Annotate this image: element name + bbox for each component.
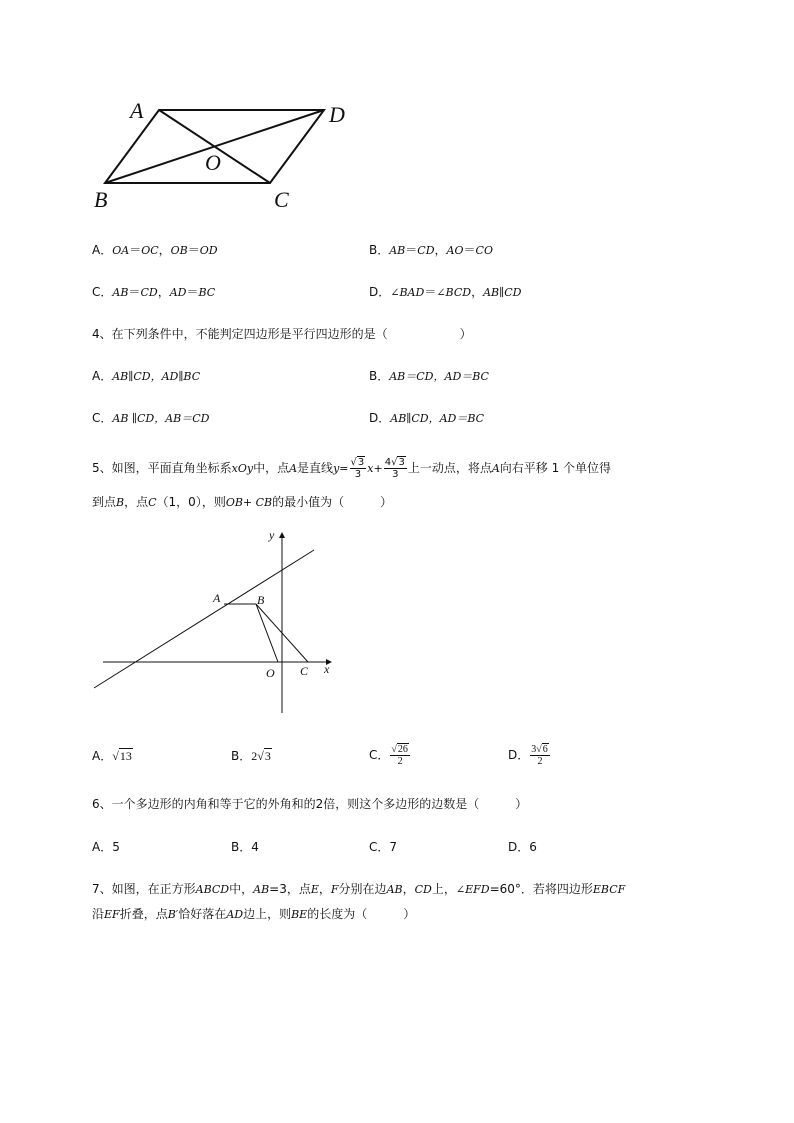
segment-label: AB: [389, 244, 406, 257]
shape-label: EBCF: [592, 883, 626, 896]
point-label: C: [148, 496, 157, 509]
equation-op: =: [339, 462, 349, 475]
segment-bo: [256, 604, 278, 662]
point-label: B: [116, 496, 125, 509]
q6-option-c[interactable]: C．7: [369, 840, 398, 854]
segment-label: AO: [446, 244, 464, 257]
q7-stem-line2: [92, 906, 415, 923]
stem-text: 中，: [229, 882, 254, 896]
denominator: 3: [354, 469, 362, 480]
parallel-statement: AB∥CD: [483, 286, 522, 299]
coefficient: 4: [384, 457, 392, 468]
stem-text: 沿: [92, 907, 105, 921]
point-label: E: [310, 883, 319, 896]
fig1-label-b: B: [94, 187, 108, 212]
fig2-label-x: x: [324, 662, 330, 676]
coefficient: 2: [251, 749, 258, 763]
fig2-label-a: A: [213, 591, 221, 605]
stem-text: 的最小值为（ ）: [272, 495, 393, 509]
stem-text: 上一动点，将点: [407, 461, 492, 475]
q5-option-a[interactable]: A．√13: [92, 749, 132, 763]
segment-label: AB: [386, 883, 403, 896]
option-text: AB∥CD，AD∥BC: [112, 370, 201, 383]
equals-sign: ＝: [128, 285, 141, 299]
angle-label: ∠BAD: [390, 286, 425, 299]
point-label: F: [330, 883, 339, 896]
equals-sign: ＝: [186, 285, 199, 299]
shape-label: ABCD: [195, 883, 230, 896]
stem-text: 7、如图，在正方形: [92, 882, 196, 896]
stem-text: 5、如图，平面直角坐标系: [92, 461, 232, 475]
expression: OB+ CB: [225, 496, 273, 509]
q4-option-d[interactable]: [369, 410, 484, 427]
denominator: 2: [537, 756, 543, 767]
q3-option-b[interactable]: [369, 242, 493, 259]
equals-sign: ＝: [129, 243, 142, 257]
segment-label: CD: [414, 883, 432, 896]
stem-text: ，: [318, 882, 331, 896]
stem-text: 的长度为（ ）: [307, 907, 416, 921]
segment-label: OC: [141, 244, 159, 257]
stem-text: =60°．若将四边形: [489, 882, 593, 896]
stem-text: 分别在边: [338, 882, 387, 896]
stem-text: 向右平移 1 个单位得: [499, 461, 612, 475]
equals-sign: ＝: [187, 243, 200, 257]
fig1-label-d: D: [329, 102, 345, 127]
stem-text: =3，点: [269, 882, 311, 896]
q4-option-c[interactable]: [92, 410, 210, 427]
q5-option-b[interactable]: B．2√3: [231, 749, 271, 763]
option-letter: C．: [92, 411, 113, 425]
coordinate-system: xOy: [231, 462, 254, 475]
denominator: 2: [397, 756, 403, 767]
separator: ，: [434, 243, 447, 257]
option-letter: C．: [369, 748, 390, 762]
segment-label: OA: [112, 244, 130, 257]
stem-text: 折叠，点: [119, 907, 168, 921]
option-letter: D．: [369, 411, 391, 425]
segment-label: CO: [475, 244, 493, 257]
stem-text: 到点: [92, 495, 117, 509]
fig1-label-a: A: [130, 98, 144, 123]
option-letter: B．: [369, 243, 390, 257]
q5-option-d[interactable]: [508, 740, 551, 770]
q3-option-c[interactable]: [92, 284, 215, 301]
point-label: B′: [167, 908, 179, 921]
separator: ，: [471, 285, 484, 299]
stem-text: ，点: [124, 495, 149, 509]
fraction-4sqrt3-over-3: $\frac{4√3}{3}$: [384, 457, 405, 480]
option-letter: D．: [369, 285, 391, 299]
q6-option-d[interactable]: D．6: [508, 840, 537, 854]
coefficient: 3: [531, 744, 537, 755]
point-label: A: [491, 462, 500, 475]
segment-label: CD: [417, 244, 435, 257]
separator: ，: [157, 285, 170, 299]
radicand: 13: [119, 749, 132, 763]
separator: ，: [158, 243, 171, 257]
option-letter: C．: [92, 285, 113, 299]
q3-option-a[interactable]: [92, 242, 218, 259]
equation-var: x: [367, 462, 374, 475]
option-text: AB ∥CD，AB＝CD: [112, 412, 210, 425]
fig1-label-o: O: [205, 150, 221, 175]
stem-text: 恰好落在: [178, 907, 227, 921]
segment-label: AB: [112, 286, 129, 299]
segment-label: OD: [199, 244, 218, 257]
segment-label: OB: [170, 244, 188, 257]
q4-stem: 4、在下列条件中，不能判定四边形是平行四边形的是（ ）: [92, 327, 472, 341]
fraction-3sqrt6-over-2: $\frac{3√6}{2}$: [531, 744, 548, 767]
y-axis-arrow-icon: [279, 532, 285, 538]
stem-text: 边上，则: [243, 907, 292, 921]
option-letter: B．: [369, 369, 390, 383]
segment-label: BE: [291, 908, 308, 921]
stem-text: 上，: [431, 882, 456, 896]
q6-stem: 6、一个多边形的内角和等于它的外角和的2倍，则这个多边形的边数是（ ）: [92, 797, 528, 811]
fig1-label-c: C: [274, 187, 289, 212]
point-label: A: [289, 462, 298, 475]
q7-stem-line1: [92, 881, 625, 898]
segment-label: BC: [198, 286, 216, 299]
option-letter: B．: [231, 749, 252, 763]
stem-text: 中，点: [253, 461, 290, 475]
fig2-label-c: C: [300, 664, 309, 678]
angle-label: ∠BCD: [436, 286, 472, 299]
segment-label: AB: [253, 883, 270, 896]
q5-option-c[interactable]: [369, 740, 411, 770]
fig2-label-b: B: [257, 593, 265, 607]
radicand: 26: [397, 744, 408, 755]
segment-label: AD: [226, 908, 244, 921]
option-letter: D．: [508, 748, 530, 762]
option-text: AB∥CD，AD＝BC: [390, 412, 485, 425]
q5-stem-line1: [92, 453, 611, 483]
equals-sign: ＝: [405, 243, 418, 257]
fraction-sqrt3-over-3: $\frac{√3}{3}$: [350, 457, 365, 480]
q4-option-b[interactable]: [369, 368, 489, 385]
option-text: AB＝CD，AD＝BC: [389, 370, 489, 383]
segment-label: CD: [140, 286, 158, 299]
equals-sign: ＝: [424, 285, 437, 299]
q5-stem-line2: [92, 494, 392, 511]
stem-text: 是直线: [297, 461, 334, 475]
stem-text: （1，0），则: [156, 495, 226, 509]
radicand: 6: [542, 744, 548, 755]
fig2-label-y: y: [269, 528, 275, 542]
fraction-sqrt26-over-2: $\frac{√26}{2}$: [391, 744, 408, 767]
radicand: 3: [398, 457, 405, 468]
equation-var: y: [333, 462, 340, 475]
line-l: [94, 550, 314, 688]
segment-label: EF: [104, 908, 120, 921]
q6-option-a[interactable]: A．5: [92, 840, 120, 854]
denominator: 3: [392, 469, 399, 480]
q6-option-b[interactable]: B．4: [231, 840, 259, 854]
option-letter: A．: [92, 749, 113, 763]
fig2-label-o: O: [266, 666, 275, 680]
segment-label: AD: [169, 286, 187, 299]
coordinate-figure: [90, 525, 340, 720]
equals-sign: ＝: [463, 243, 476, 257]
q4-option-a[interactable]: [92, 368, 200, 385]
radicand: 3: [264, 749, 271, 763]
option-letter: A．: [92, 369, 113, 383]
q3-option-d[interactable]: [369, 284, 521, 301]
angle-label: ∠EFD: [455, 883, 490, 896]
equation-op: +: [373, 462, 383, 475]
radicand: 3: [357, 457, 365, 468]
option-letter: A．: [92, 243, 113, 257]
stem-text: ，: [402, 882, 415, 896]
